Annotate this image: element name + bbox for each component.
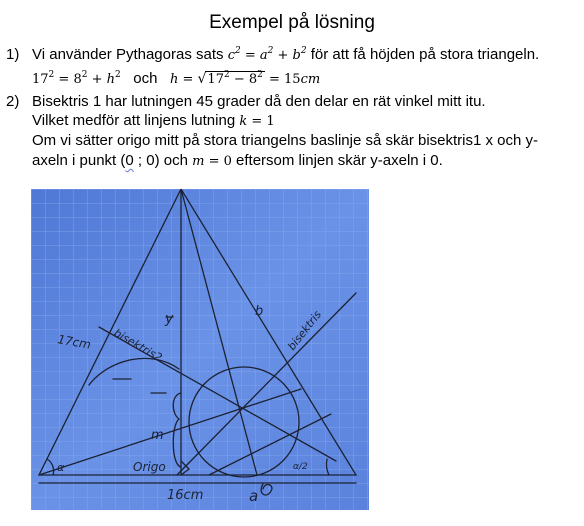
label-origo: Origo xyxy=(133,460,166,474)
label-bisektris: bisektris xyxy=(285,308,325,353)
step-2-line-4-wrap xyxy=(32,151,443,172)
label-y: y xyxy=(165,311,174,327)
step-1 xyxy=(6,45,539,66)
label-b: b xyxy=(255,304,264,319)
och-word: och xyxy=(133,70,158,87)
label-alpha-half: α/2 xyxy=(293,462,308,472)
step-2-line-2: Vilket medför att linjens lutning xyxy=(32,112,240,129)
step-2-line-3: Om vi sätter origo mitt på stora triangelns baslinje så skär bisektris1 x och y- xyxy=(32,132,539,149)
step-2-line-1: Bisektris 1 har lutningen 45 grader då den delar en rät vinkel mitt itu. xyxy=(32,93,486,110)
step-number: 1) xyxy=(6,46,20,63)
triangle-sketch xyxy=(31,189,369,510)
sketch-photo xyxy=(31,189,369,510)
step-2-line-4b: ) och xyxy=(154,152,193,169)
step-2 xyxy=(6,92,486,112)
point-sep: ; xyxy=(133,152,147,169)
step-1-text-b: för att få höjden på stora triangeln. xyxy=(306,46,540,63)
intercept-equation: m xyxy=(192,154,205,169)
equation-pythagoras: $17^2 = 8^2 + h^2$ xyxy=(32,70,121,87)
slope-equation: k xyxy=(239,114,248,129)
step-number: 2) xyxy=(6,93,20,110)
step-2-line-4a: axeln i punkt ( xyxy=(32,152,126,169)
pythagoras-formula: $c^2 = a^2 + b^2$ xyxy=(227,46,307,63)
label-16cm: 16cm xyxy=(167,488,204,503)
label-m: m xyxy=(151,428,164,443)
equation-height: $h = √17^2 - 8^2 = 15cm$ xyxy=(169,70,321,87)
step-1-text-a: Vi använder Pythagoras sats xyxy=(32,46,228,63)
page-title: Exempel på lösning xyxy=(209,12,375,33)
slope-equals: = 1 xyxy=(247,114,275,129)
point-y: 0 xyxy=(146,152,155,169)
intercept-equals: = 0 xyxy=(204,154,232,169)
label-17cm: 17cm xyxy=(56,332,92,352)
step-1-equations xyxy=(32,69,320,90)
label-bisektris2: bisektris2 xyxy=(111,326,165,365)
label-a: a xyxy=(249,487,259,505)
step-2-line-2-wrap xyxy=(32,111,275,132)
point-x: 0 xyxy=(125,152,134,169)
label-alpha: α xyxy=(57,461,65,474)
step-2-line-4c: eftersom linjen skär y-axeln i 0. xyxy=(231,152,443,169)
